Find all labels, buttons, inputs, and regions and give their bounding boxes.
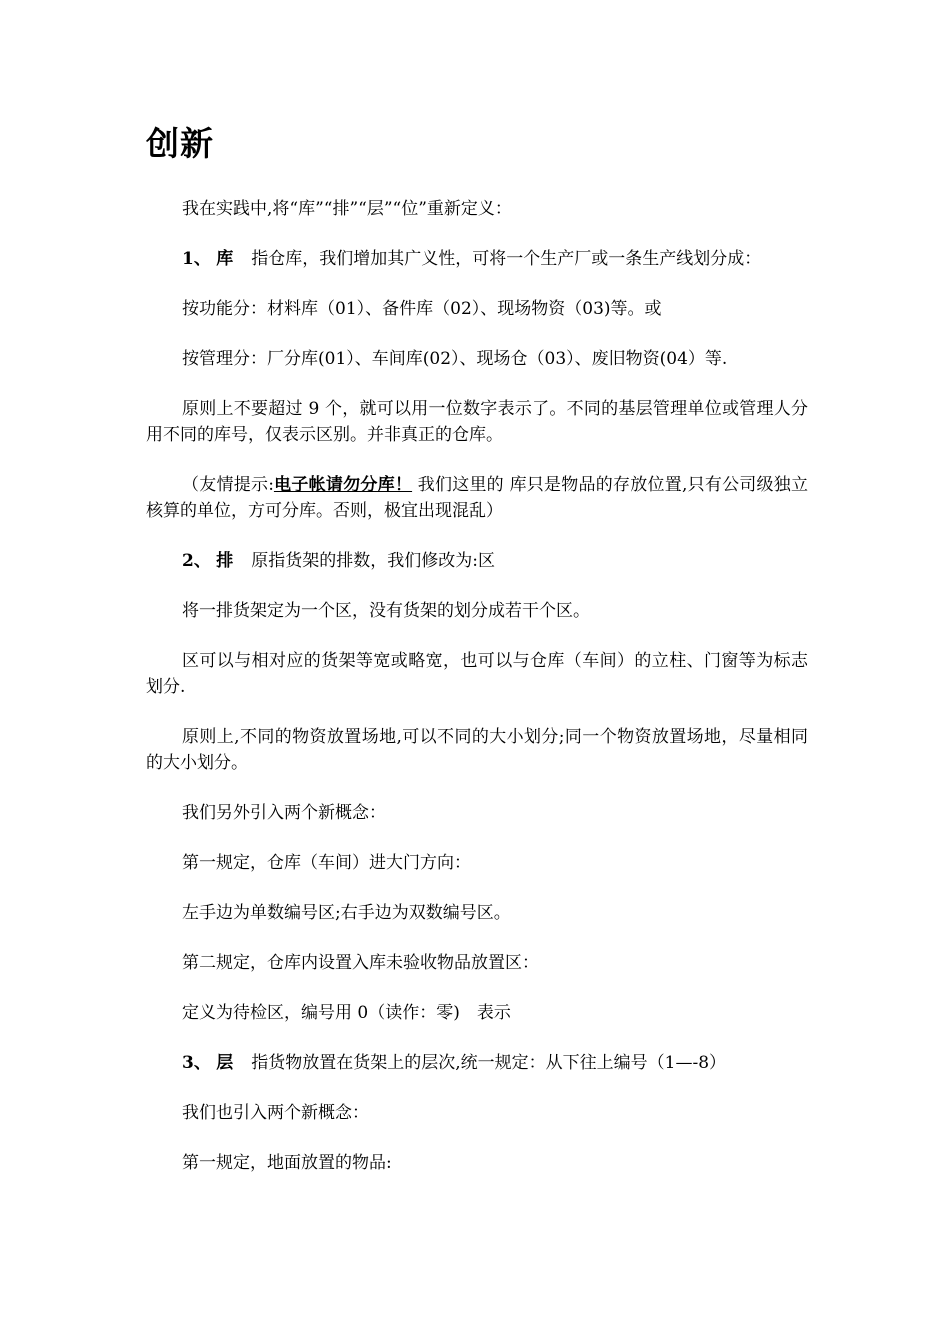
paragraph-odd-even: 左手边为单数编号区;右手边为双数编号区。: [182, 903, 511, 923]
paragraph-new-concepts: 我们另外引入两个新概念：: [182, 803, 386, 823]
paragraph-zone-principle: 原则上,不同的物资放置场地,可以不同的大小划分;同一个物资放置场地，尽量相同的大小划分。: [146, 727, 808, 773]
section-1-number: 1、: [182, 249, 211, 269]
section-2-pai: [146, 548, 808, 574]
section-1-ku: [146, 246, 808, 272]
paragraph-floor-items: 第一规定，地面放置的物品:: [182, 1153, 392, 1173]
paragraph-rule-2: 第二规定，仓库内设置入库未验收物品放置区：: [182, 953, 539, 973]
paragraph-by-function: 按功能分：材料库（01）、备件库（02）、现场物资（03)等。或: [182, 299, 662, 319]
section-2-term: 排: [216, 551, 234, 571]
section-2-number: 2、: [182, 551, 211, 571]
paragraph-principle-ku: 原则上不要超过 9 个，就可以用一位数字表示了。不同的基层管理单位或管理人分用不同的库号，仅表示区别。并非真正的仓库。: [146, 399, 808, 445]
section-2-text: 原指货架的排数，我们修改为:区: [251, 551, 495, 571]
paragraph-shelf-zone: 将一排货架定为一个区，没有货架的划分成若干个区。: [182, 601, 590, 621]
paragraph-also-concepts: 我们也引入两个新概念：: [182, 1103, 369, 1123]
tip-prefix: （友情提示:: [182, 475, 274, 495]
paragraph-inspection-zone: 定义为待检区，编号用 0（读作：零) 表示: [182, 1003, 511, 1023]
tip-warning: 电子帐请勿分库！: [273, 475, 413, 495]
section-3-number: 3、: [182, 1053, 211, 1073]
document-title: 创新: [146, 124, 214, 163]
paragraph-zone-width: 区可以与相对应的货架等宽或略宽，也可以与仓库（车间）的立柱、门窗等为标志划分.: [146, 651, 808, 697]
section-1-text: 指仓库，我们增加其广义性，可将一个生产厂或一条生产线划分成：: [251, 249, 762, 269]
section-3-text: 指货物放置在货架上的层次,统一规定：从下往上编号（1—-8）: [251, 1053, 727, 1073]
paragraph-rule-1: 第一规定，仓库（车间）进大门方向：: [182, 853, 471, 873]
paragraph-by-management: 按管理分：厂分库(01）、车间库(02）、现场仓（03）、废旧物资(04）等.: [182, 349, 728, 369]
section-3-ceng: [146, 1050, 808, 1076]
section-1-term: 库: [216, 249, 234, 269]
paragraph-friendly-tip: [146, 472, 808, 524]
paragraph-intro: 我在实践中,将“库”“排”“层”“位”重新定义：: [182, 199, 512, 219]
document-body: [146, 196, 808, 1200]
section-3-term: 层: [216, 1053, 234, 1073]
tip-rest: 我们这里的 库只是物品的存放位置,只有公司级独立核算的单位，方可分库。否则，极宜出现混乱）: [146, 475, 809, 521]
